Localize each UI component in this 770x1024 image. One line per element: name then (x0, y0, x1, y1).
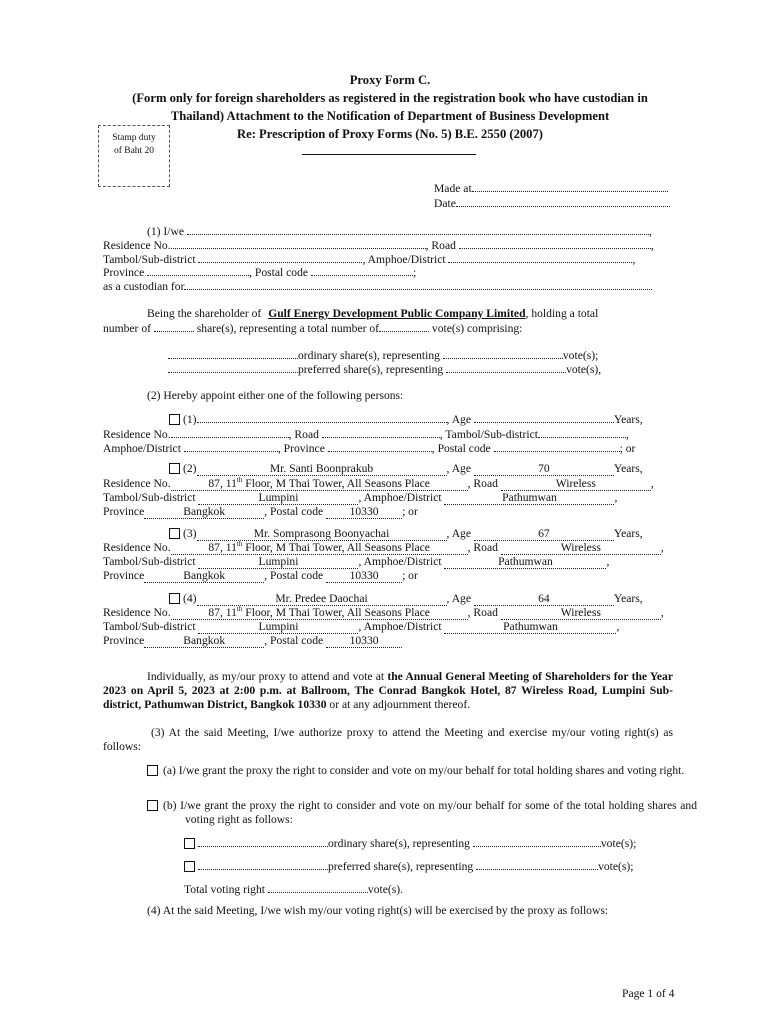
proxy1-years-label: Years, (613, 413, 643, 426)
proxy3-tambol-field[interactable]: Lumpini (198, 556, 358, 569)
shares-row (103, 321, 522, 336)
option-a-text: (a) I/we grant the proxy the right to consider and vote on my/our behalf for total holding shares and voting right. (163, 764, 685, 777)
stamp-duty-box (98, 125, 170, 187)
proxy4-address-sup: th (236, 605, 243, 614)
postal-field[interactable] (311, 265, 413, 276)
shareholder-row (147, 307, 598, 321)
proxy2-province-field[interactable]: Bangkok (144, 506, 264, 519)
page-number: Page 1 of 4 (622, 987, 675, 1000)
proxy1-or: ; or (619, 442, 636, 455)
company-name: Gulf Energy Development Public Company Limited (268, 307, 526, 320)
proxy4-province-label: Province (103, 634, 145, 647)
proxy4-road-comma: , (660, 606, 664, 619)
proxy3-address-number: 87, 11 (208, 541, 237, 554)
proxy3-address-rest: Floor, M Thai Tower, All Seasons Place (242, 541, 430, 554)
date-label: Date (434, 197, 456, 210)
proxy4-address-number: 87, 11 (208, 606, 237, 619)
proxy3-or: ; or (402, 569, 418, 582)
total-voting-row (184, 882, 403, 897)
proxy3-residence-row (103, 541, 664, 555)
proxy4-amphoe-label: , Amphoe/District (358, 620, 442, 633)
meeting-prefix: Individually, as my/our proxy to attend and vote at (147, 670, 388, 683)
made-at-field[interactable] (472, 181, 668, 192)
proxy3-name-field[interactable]: Mr. Somprasong Boonyachai (197, 528, 447, 541)
form-subtitle-line-2: Thailand) Attachment to the Notification of Department of Business Development (170, 109, 610, 123)
proxy1-amphoe-label: Amphoe/District (103, 442, 181, 455)
amphoe-comma: , (632, 253, 636, 266)
proxy3-residence-field[interactable] (171, 542, 468, 555)
proxy1-name-field[interactable] (197, 412, 447, 423)
ordinary-votes-field[interactable] (443, 348, 563, 359)
proxy4-residence-field[interactable] (171, 607, 468, 620)
proxy2-road-label: , Road (467, 477, 498, 490)
section4-paragraph: (4) At the said Meeting, I/we wish my/our voting right(s) will be exercised by the proxy as follows: (147, 904, 609, 917)
custodian-label: as a custodian for (103, 280, 185, 293)
custodian-field[interactable] (184, 279, 652, 290)
amphoe-label: , Amphoe/District (362, 253, 446, 266)
proxy3-postal-field[interactable]: 10330 (326, 570, 402, 583)
proxy4-province-row (103, 634, 402, 648)
title-rule (302, 150, 476, 155)
proxy1-postal-label: , Postal code (431, 442, 491, 455)
shares-count-field[interactable] (154, 321, 194, 332)
proxy2-residence-field[interactable] (171, 478, 468, 491)
proxy2-address-rest: Floor, M Thai Tower, All Seasons Place (242, 477, 430, 490)
holding-label: , holding a total (525, 307, 599, 320)
date-field[interactable] (456, 196, 670, 207)
proxy3-province-row (103, 569, 418, 583)
proxy2-amphoe-comma: , (614, 491, 618, 504)
option-b-preferred-checkbox[interactable] (184, 861, 195, 872)
custodian-row (103, 279, 652, 294)
proxy3-road-field[interactable]: Wireless (501, 542, 661, 555)
option-b-ordinary-checkbox[interactable] (184, 838, 195, 849)
proxy2-postal-field[interactable]: 10330 (326, 506, 402, 519)
proxy4-road-label: , Road (467, 606, 498, 619)
proxy1-postal-field[interactable] (494, 441, 620, 452)
proxy4-years-label: Years, (613, 592, 643, 605)
proxy2-province-label: Province (103, 505, 145, 518)
proxy3-amphoe-label: , Amphoe/District (358, 555, 442, 568)
stamp-duty-label: Stamp duty (112, 133, 156, 143)
proxy2-or: ; or (402, 505, 418, 518)
option-b-preferred-votes-field[interactable] (476, 859, 598, 870)
road-field[interactable] (459, 238, 651, 249)
proxy2-number: (2) (183, 462, 197, 475)
form-subtitle-line-1: (Form only for foreign shareholders as registered in the registration book who have custodian in (132, 91, 648, 105)
made-at-label: Made at (434, 182, 472, 195)
votes-comprising-label: vote(s) comprising: (431, 322, 523, 335)
proxy4-amphoe-comma: , (616, 620, 620, 633)
preferred-shares-field[interactable] (168, 362, 298, 373)
proxy2-amphoe-label: , Amphoe/District (358, 491, 442, 504)
total-voting-field[interactable] (268, 882, 368, 893)
proxy3-amphoe-comma: , (606, 555, 610, 568)
proxy2-age-label: , Age (446, 462, 472, 475)
proxy4-tambol-row (103, 620, 619, 634)
tambol-label: Tambol/Sub-district (103, 253, 196, 266)
proxy1-residence-row (103, 427, 629, 442)
proxy2-residence-label: Residence No. (103, 477, 171, 490)
meeting-details: the Annual General Meeting of Shareholders for the Year 2023 on April 5, 2023 at 2:00 p.m. at Ballroom, The Conrad Bangkok Hotel, 87 Wireless Road, Lumpini Sub-district, Pathumwan District, Bangkok 10330 (103, 670, 673, 711)
proxy2-postal-label: , Postal code (264, 505, 324, 518)
proxy2-name-field[interactable]: Mr. Santi Boonprakub (197, 463, 447, 476)
proxy1-checkbox[interactable] (169, 414, 180, 425)
proxy4-residence-label: Residence No. (103, 606, 171, 619)
proxy3-tambol-row (103, 555, 609, 569)
proxy2-tambol-label: Tambol/Sub-district (103, 491, 196, 504)
proxy3-checkbox[interactable] (169, 528, 180, 539)
shareholder-prefix: Being the shareholder of (147, 307, 262, 320)
proxy1-tambol-label: , Tambol/Sub-district (439, 428, 538, 441)
proxy3-province-field[interactable]: Bangkok (144, 570, 264, 583)
road-label: , Road (425, 239, 456, 252)
preferred-votes-field[interactable] (446, 362, 566, 373)
option-b-preferred-label: preferred share(s), representing (328, 860, 474, 873)
province-label: Province (103, 266, 145, 279)
province-row (103, 265, 416, 280)
option-b-preferred-votes-label: vote(s); (598, 860, 634, 873)
number-of-label: number of (103, 322, 151, 335)
proxy4-residence-row (103, 606, 664, 620)
residence-field[interactable] (171, 238, 426, 249)
votes-total-field[interactable] (379, 321, 429, 332)
proxy3-years-label: Years, (613, 527, 643, 540)
proxy4-name-row (169, 592, 643, 606)
proxy3-age-label: , Age (446, 527, 472, 540)
option-b-ordinary-row (184, 836, 636, 851)
proxy1-road-label: , Road (288, 428, 319, 441)
ordinary-shares-field[interactable] (168, 348, 298, 359)
province-field[interactable] (147, 265, 249, 276)
ordinary-votes-label: vote(s); (562, 349, 599, 362)
form-title: Proxy Form C. (349, 73, 431, 87)
proxy2-age-field[interactable]: 70 (474, 463, 614, 476)
iwe-label: (1) I/we (147, 225, 185, 238)
proxy2-years-label: Years, (613, 462, 643, 475)
form-subtitle-line-3: Re: Prescription of Proxy Forms (No. 5) B.E. 2550 (2007) (237, 127, 543, 141)
proxy2-tambol-row (103, 491, 617, 505)
proxy4-tambol-label: Tambol/Sub-district (103, 620, 196, 633)
ordinary-row (168, 348, 598, 363)
proxy2-province-row (103, 505, 418, 519)
shares-repr-label: share(s), representing a total number of (196, 322, 380, 335)
preferred-row (168, 362, 601, 377)
residence-label: Residence No. (103, 239, 171, 252)
proxy2-name-row (169, 462, 643, 476)
postal-label: , Postal code (249, 266, 309, 279)
amphoe-field[interactable] (448, 252, 632, 263)
stamp-duty-amount: of Baht 20 (113, 146, 155, 156)
proxy1-age-field[interactable] (474, 412, 614, 423)
option-b-preferred-row (184, 859, 634, 874)
proxy4-age-field[interactable]: 64 (474, 593, 614, 606)
proxy1-number: (1) (183, 413, 197, 426)
proxy1-name-row (169, 412, 643, 427)
preferred-label: preferred share(s), representing (298, 363, 444, 376)
proxy1-road-field[interactable] (322, 427, 440, 438)
proxy4-postal-label: , Postal code (264, 634, 324, 647)
proxy2-amphoe-field[interactable]: Pathumwan (444, 492, 614, 505)
option-b-ordinary-label: ordinary share(s), representing (328, 837, 470, 850)
proxy4-road-field[interactable]: Wireless (501, 607, 661, 620)
proxy4-amphoe-field[interactable]: Pathumwan (444, 621, 616, 634)
preferred-votes-label: vote(s), (566, 363, 602, 376)
proxy3-name-row (169, 527, 643, 541)
proxy2-checkbox[interactable] (169, 463, 180, 474)
proxy4-name-field[interactable]: Mr. Predee Daochai (197, 593, 447, 606)
iwe-field[interactable] (187, 224, 649, 235)
total-voting-votes-label: vote(s). (367, 883, 403, 896)
proxy3-address-sup: th (236, 540, 243, 549)
proxy1-tambol-field[interactable] (538, 427, 626, 438)
proxy4-age-label: , Age (446, 592, 472, 605)
proxy1-residence-label: Residence No. (103, 428, 171, 441)
option-b-checkbox[interactable] (147, 800, 158, 811)
proxy4-address-rest: Floor, M Thai Tower, All Seasons Place (242, 606, 430, 619)
proxy3-residence-label: Residence No. (103, 541, 171, 554)
option-b-ordinary-shares-field[interactable] (198, 836, 328, 847)
proxy2-residence-row (103, 477, 654, 491)
meeting-suffix: or at any adjournment thereof. (326, 698, 471, 711)
proxy3-road-comma: , (660, 541, 664, 554)
tambol-field[interactable] (198, 252, 362, 263)
proxy3-postal-label: , Postal code (264, 569, 324, 582)
meeting-paragraph (103, 670, 673, 712)
option-a-checkbox-wrap (147, 764, 161, 778)
proxy3-tambol-label: Tambol/Sub-district (103, 555, 196, 568)
option-b-checkbox-wrap (147, 799, 161, 813)
section2-heading: (2) Hereby appoint either one of the following persons: (147, 389, 404, 402)
proxy4-checkbox[interactable] (169, 593, 180, 604)
proxy2-address-number: 87, 11 (208, 477, 237, 490)
residence-row (103, 238, 654, 253)
option-b-preferred-shares-field[interactable] (198, 859, 328, 870)
proxy4-province-field[interactable]: Bangkok (144, 635, 264, 648)
postal-semicolon: ; (412, 266, 417, 279)
proxy2-road-field[interactable]: Wireless (501, 478, 651, 491)
option-a-checkbox[interactable] (147, 765, 158, 776)
proxy2-road-comma: , (650, 477, 654, 490)
proxy3-amphoe-field[interactable]: Pathumwan (444, 556, 606, 569)
road-comma: , (650, 239, 654, 252)
proxy1-age-label: , Age (446, 413, 472, 426)
proxy3-number: (3) (183, 527, 197, 540)
proxy4-postal-field[interactable]: 10330 (326, 635, 402, 648)
option-b-text: (b) I/we grant the proxy the right to consider and vote on my/our behalf for some of the total holding shares and voting right as follows: (163, 799, 697, 826)
option-b-ordinary-votes-field[interactable] (473, 836, 601, 847)
proxy3-road-label: , Road (467, 541, 498, 554)
proxy4-number: (4) (183, 592, 197, 605)
iwe-comma: , (648, 225, 652, 238)
proxy2-tambol-field[interactable]: Lumpini (198, 492, 358, 505)
option-b-ordinary-votes-label: vote(s); (600, 837, 637, 850)
proxy1-residence-field[interactable] (171, 427, 289, 438)
made-at-row (434, 181, 668, 196)
proxy3-age-field[interactable]: 67 (474, 528, 614, 541)
proxy1-amphoe-row (103, 441, 635, 456)
proxy4-tambol-field[interactable]: Lumpini (198, 621, 358, 634)
total-voting-label: Total voting right (184, 883, 265, 896)
date-row (434, 196, 670, 211)
proxy1-province-field[interactable] (328, 441, 432, 452)
proxy1-province-label: , Province (277, 442, 325, 455)
proxy3-province-label: Province (103, 569, 145, 582)
proxy1-amphoe-field[interactable] (184, 441, 278, 452)
proxy1-tambol-comma: , (625, 428, 629, 441)
section3-paragraph: (3) At the said Meeting, I/we authorize proxy to attend the Meeting and exercise my/our voting right(s) as follows: (103, 726, 673, 753)
proxy2-address-sup: th (236, 476, 243, 485)
iwe-row (147, 224, 652, 239)
ordinary-label: ordinary share(s), representing (298, 349, 440, 362)
